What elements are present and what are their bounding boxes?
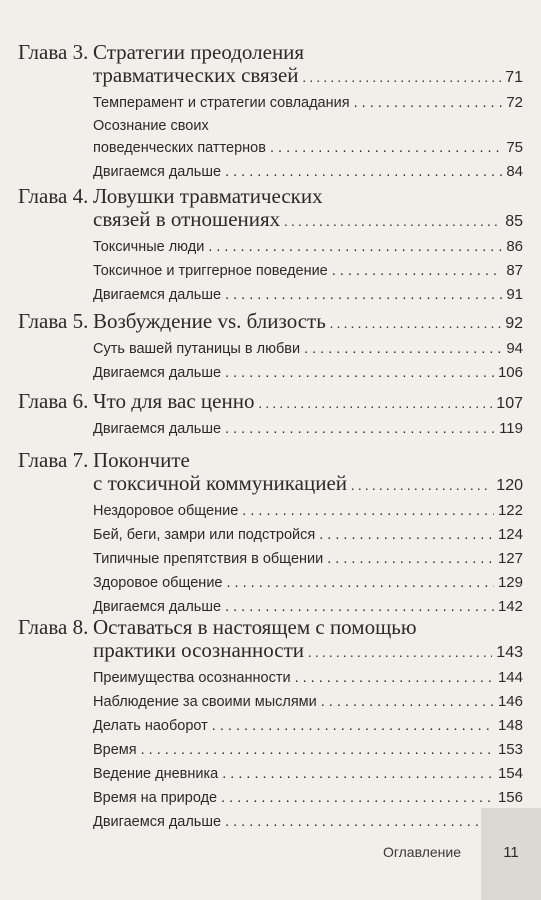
- page-number: 119: [499, 420, 523, 437]
- section-title: Типичные препятствия в общении: [93, 551, 324, 567]
- chapter-5: [18, 310, 523, 384]
- chapter-title-row[interactable]: [18, 64, 523, 90]
- chapter-title: связей в отношениях: [93, 207, 281, 231]
- chapter-title: Ловушки травматических: [93, 184, 323, 208]
- toc-entry[interactable]: [18, 739, 523, 761]
- toc-entry[interactable]: [18, 572, 523, 594]
- toc-entry[interactable]: [18, 548, 523, 570]
- dot-leader: [354, 93, 503, 114]
- dot-leader: [295, 668, 494, 689]
- chapter-title: травматических связей: [93, 63, 299, 87]
- dot-leader: [141, 740, 494, 761]
- dot-leader: [242, 501, 494, 522]
- toc-entry[interactable]: [18, 284, 523, 306]
- dot-leader: [212, 716, 494, 737]
- dot-leader: [258, 390, 492, 416]
- dot-leader: [208, 237, 502, 258]
- running-footer-label: Оглавление: [382, 844, 461, 860]
- dot-leader: [225, 162, 502, 183]
- dot-leader: [332, 261, 503, 282]
- page-number: 129: [497, 574, 523, 591]
- toc-entry[interactable]: [18, 691, 523, 713]
- chapter-title: Стратегии преодоления: [93, 40, 305, 64]
- page-number: 124: [497, 526, 523, 543]
- page-number: 71: [505, 69, 523, 86]
- page-number: 87: [506, 262, 523, 279]
- chapter-4: [18, 185, 523, 306]
- dot-leader: [330, 310, 501, 336]
- page-number: 107: [496, 395, 523, 412]
- chapter-title: с токсичной коммуникацией: [93, 471, 348, 495]
- chapter-6: [18, 390, 523, 440]
- dot-leader: [222, 764, 494, 785]
- chapter-number: Глава 8.: [18, 615, 89, 639]
- page-number: 153: [497, 741, 523, 758]
- folio-page-number: 11: [503, 844, 519, 861]
- chapter-number: Глава 3.: [18, 40, 89, 64]
- page-number: 146: [497, 693, 523, 710]
- section-title: Двигаемся дальше: [93, 421, 222, 437]
- page-number: 94: [506, 340, 523, 357]
- toc-entry[interactable]: [18, 763, 523, 785]
- toc-entry[interactable]: [18, 787, 523, 809]
- page-number: 92: [505, 315, 523, 332]
- section-title: Преимущества осознанности: [93, 670, 291, 686]
- dot-leader: [270, 138, 502, 159]
- dot-leader: [303, 64, 502, 90]
- chapter-number: Глава 7.: [18, 448, 89, 472]
- section-title: Двигаемся дальше: [93, 814, 222, 830]
- toc-entry[interactable]: [18, 418, 523, 440]
- toc-entry[interactable]: [18, 362, 523, 384]
- page-number: 91: [506, 286, 523, 303]
- dot-leader: [284, 208, 501, 234]
- chapter-title-row[interactable]: [18, 390, 523, 416]
- chapter-title: Покончите: [93, 448, 190, 472]
- section-title: Время на природе: [93, 790, 218, 806]
- section-title: Нездоровое общение: [93, 503, 239, 519]
- section-title: Двигаемся дальше: [93, 164, 222, 180]
- page-number: 122: [497, 502, 523, 519]
- page-number: 144: [497, 669, 523, 686]
- chapter-3: [18, 41, 523, 183]
- page-number: 75: [506, 139, 523, 156]
- section-title: Здоровое общение: [93, 575, 223, 591]
- toc-entry[interactable]: [18, 236, 523, 258]
- page-number: 156: [497, 789, 523, 806]
- chapter-7: [18, 449, 523, 618]
- toc-entry[interactable]: [18, 338, 523, 360]
- toc-entry[interactable]: [18, 811, 523, 833]
- dot-leader: [308, 639, 492, 665]
- dot-leader: [304, 339, 502, 360]
- page-number-tab: [481, 808, 541, 900]
- toc-entry[interactable]: [18, 260, 523, 282]
- chapter-number: Глава 6.: [18, 389, 89, 413]
- section-title: Время: [93, 742, 137, 758]
- section-title: Наблюдение за своими мыслями: [93, 694, 317, 710]
- page-number: 127: [497, 550, 523, 567]
- chapter-title: практики осознанности: [93, 638, 305, 662]
- chapter-title-row[interactable]: [18, 310, 523, 336]
- toc-entry[interactable]: [18, 92, 523, 114]
- section-title: Бей, беги, замри или подстройся: [93, 527, 316, 543]
- section-title: Темперамент и стратегии совладания: [93, 95, 350, 111]
- page-number: 86: [506, 238, 523, 255]
- page-number: 148: [497, 717, 523, 734]
- toc-entry[interactable]: [18, 500, 523, 522]
- chapter-title-row[interactable]: [18, 472, 523, 498]
- chapter-title-row[interactable]: [18, 208, 523, 234]
- page-number: 72: [506, 94, 523, 111]
- toc-entry[interactable]: [18, 715, 523, 737]
- section-title: поведенческих паттернов: [93, 140, 266, 156]
- section-title: Осознание своих: [93, 118, 209, 134]
- dot-leader: [321, 692, 494, 713]
- dot-leader: [221, 788, 494, 809]
- page-number: 120: [496, 477, 523, 494]
- section-title: Двигаемся дальше: [93, 287, 222, 303]
- page-number: 106: [497, 364, 523, 381]
- section-title: Двигаемся дальше: [93, 365, 222, 381]
- section-title: Делать наоборот: [93, 718, 208, 734]
- toc-entry[interactable]: [18, 667, 523, 689]
- section-title: Двигаемся дальше: [93, 599, 222, 615]
- section-title: Суть вашей путаницы в любви: [93, 341, 301, 357]
- page-number: 154: [497, 765, 523, 782]
- dot-leader: [225, 419, 495, 440]
- dot-leader: [327, 549, 494, 570]
- page-number: 143: [496, 644, 523, 661]
- toc-entry[interactable]: [18, 137, 523, 159]
- chapter-title: Возбуждение vs. близость: [93, 309, 326, 333]
- chapter-8: [18, 616, 523, 833]
- toc-entry[interactable]: [18, 524, 523, 546]
- dot-leader: [225, 285, 502, 306]
- chapter-number: Глава 4.: [18, 184, 89, 208]
- toc-entry[interactable]: [18, 161, 523, 183]
- page-number: 85: [505, 213, 523, 230]
- dot-leader: [351, 472, 492, 498]
- dot-leader: [226, 573, 493, 594]
- chapter-title-row[interactable]: [18, 639, 523, 665]
- chapter-number: Глава 5.: [18, 309, 89, 333]
- section-title: Ведение дневника: [93, 766, 219, 782]
- section-title: Токсичное и триггерное поведение: [93, 263, 328, 279]
- dot-leader: [225, 363, 494, 384]
- page-number: 142: [497, 598, 523, 615]
- chapter-title: Оставаться в настоящем с помощью: [93, 615, 417, 639]
- page-number: 84: [506, 163, 523, 180]
- chapter-title: Что для вас ценно: [93, 389, 255, 413]
- section-title: Токсичные люди: [93, 239, 205, 255]
- dot-leader: [319, 525, 494, 546]
- dot-leader: [225, 812, 494, 833]
